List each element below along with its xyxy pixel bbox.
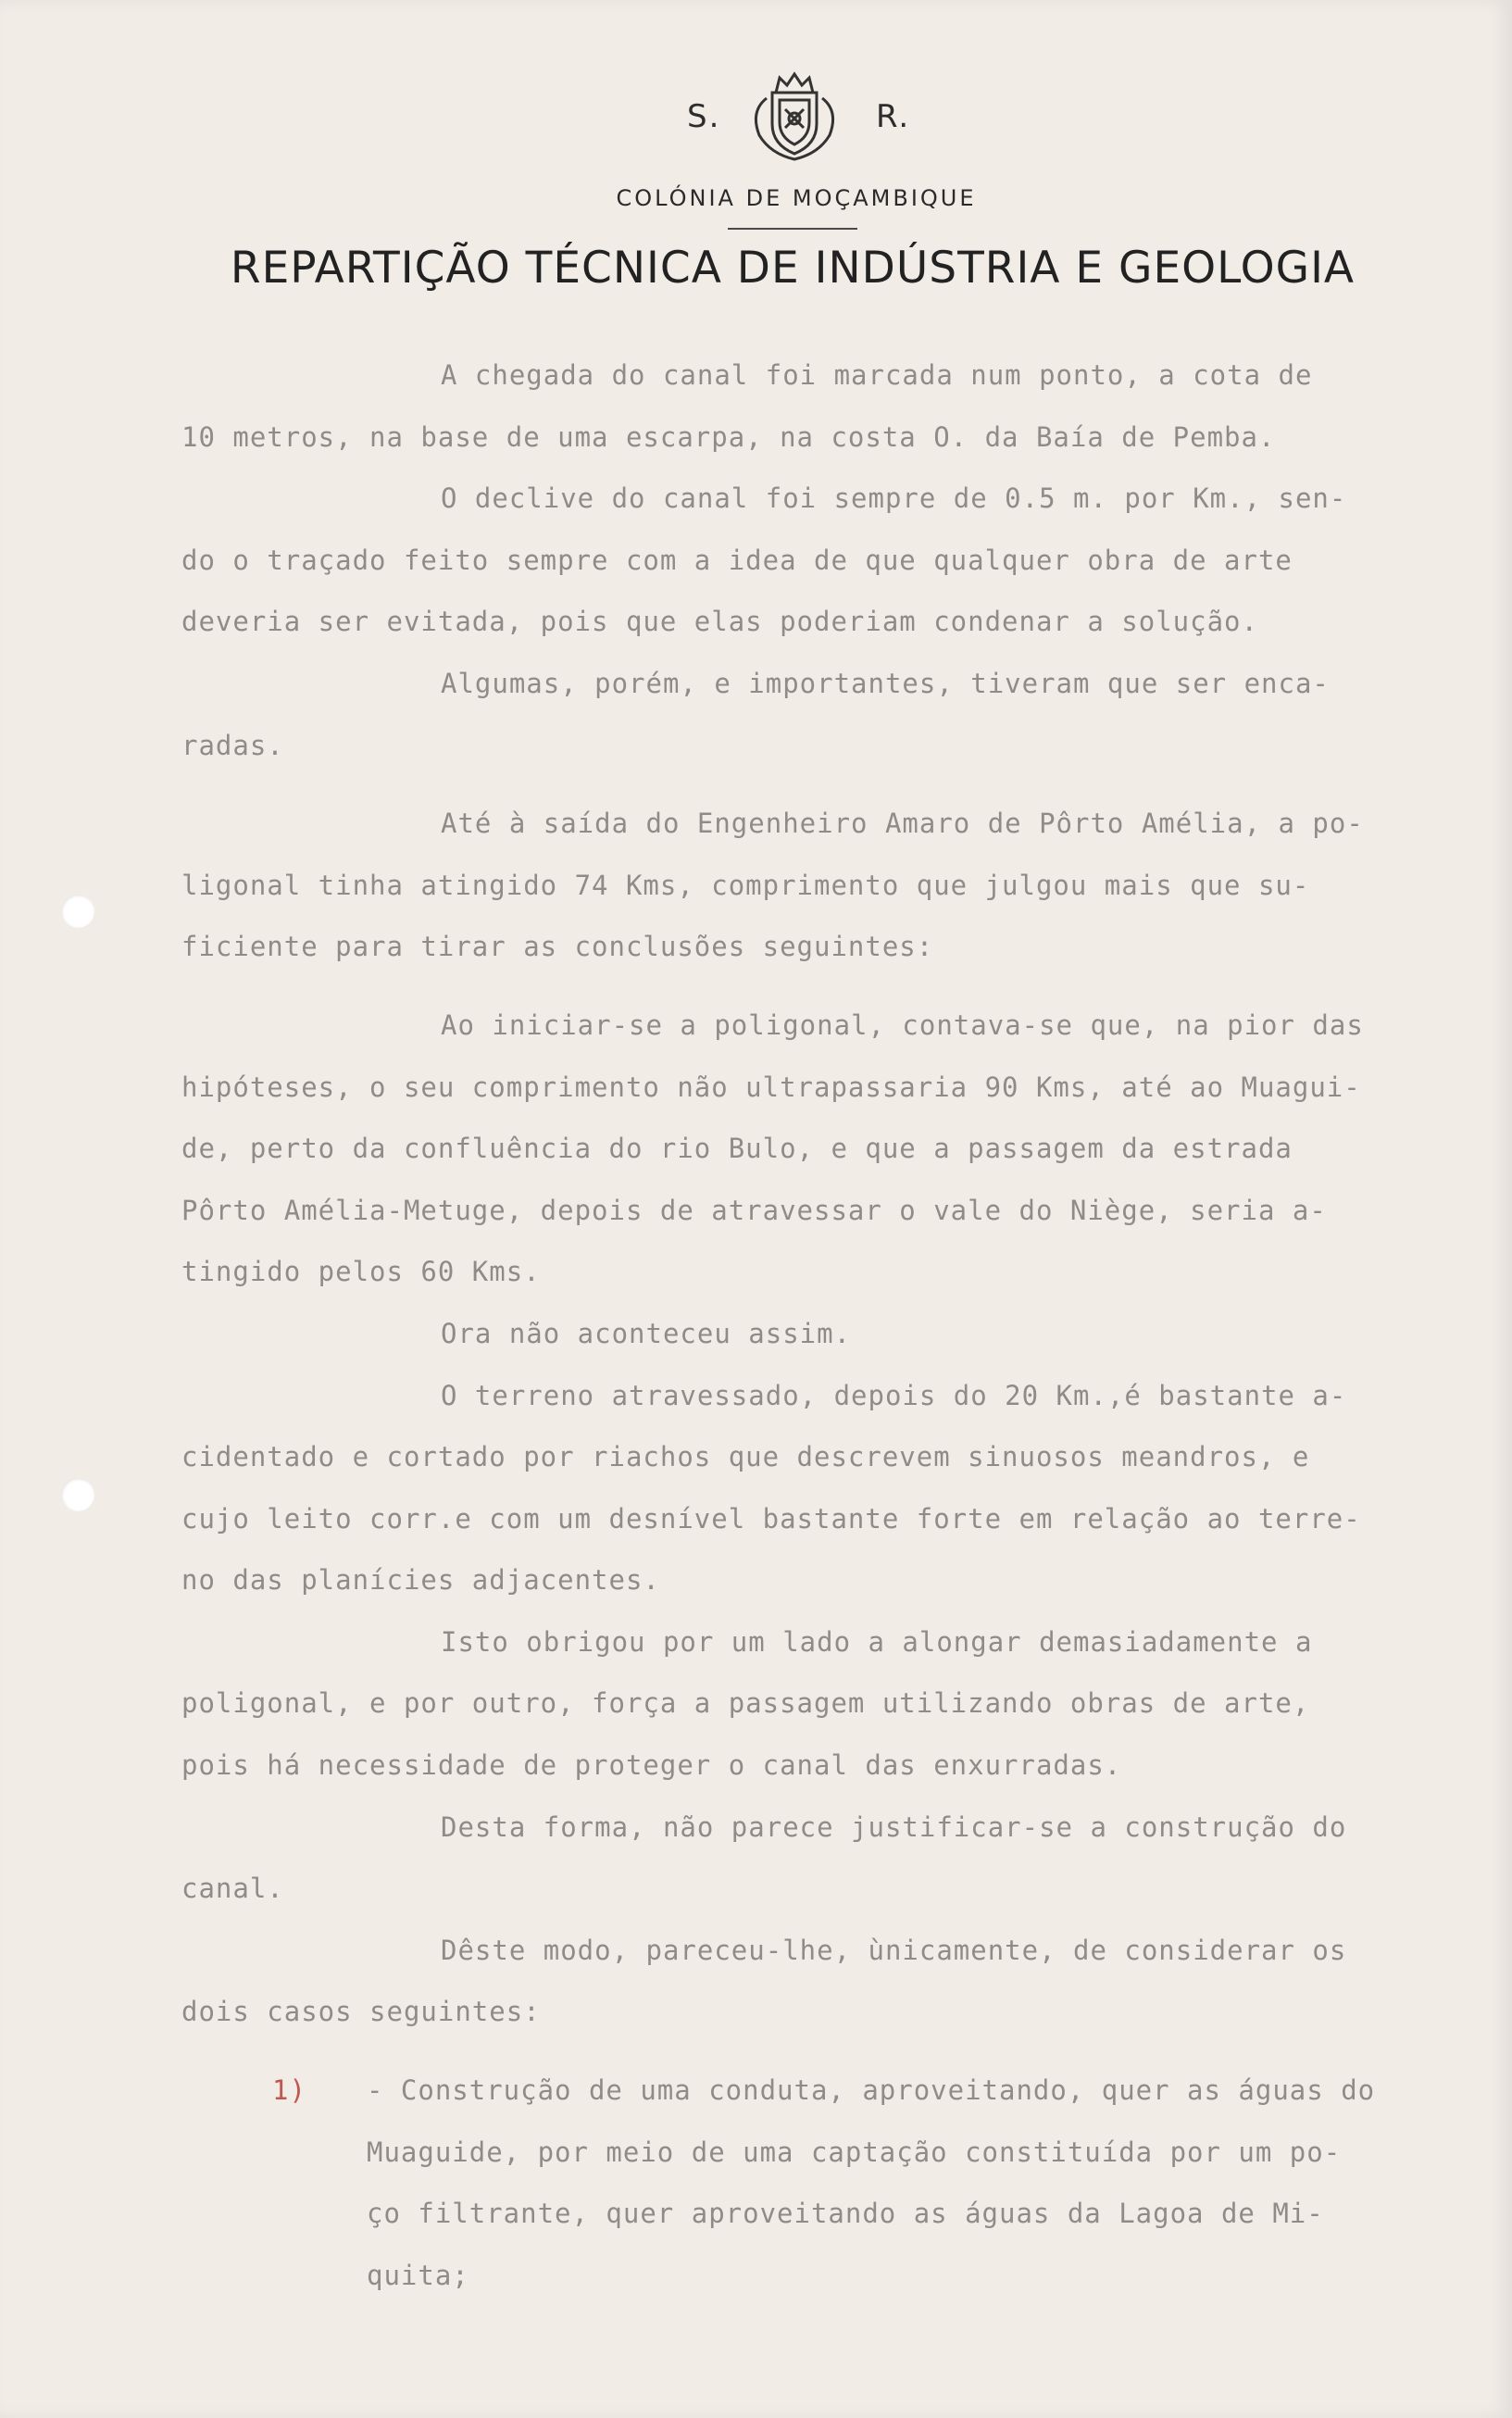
list-item-text: ço filtrante, quer aproveitando as águas da Lagoa de Mi- bbox=[367, 2198, 1324, 2230]
body-line: deveria ser evitada, pois que elas poderiam condenar a solução. bbox=[181, 606, 1258, 638]
punch-hole-top bbox=[61, 895, 94, 928]
body-line: Pôrto Amélia-Metuge, depois de atravessar o vale do Niège, seria a- bbox=[181, 1194, 1327, 1226]
list-item-line bbox=[181, 2060, 1459, 2122]
body-line: cidentado e cortado por riachos que descrevem sinuosos meandros, e bbox=[181, 1441, 1310, 1473]
body-line: do o traçado feito sempre com a idea de que qualquer obra de arte bbox=[181, 544, 1293, 576]
department-title: REPARTIÇÃO TÉCNICA DE INDÚSTRIA E GEOLOGIA bbox=[230, 243, 1356, 294]
body-line: Algumas, porém, e importantes, tiveram que ser enca- bbox=[441, 667, 1330, 699]
list-item-line bbox=[181, 2245, 1459, 2307]
body-line: Ora não aconteceu assim. bbox=[441, 1317, 852, 1349]
body-line: canal. bbox=[181, 1873, 284, 1905]
header-divider bbox=[728, 228, 857, 230]
list-item-line bbox=[181, 2183, 1459, 2245]
coat-of-arms-icon bbox=[739, 65, 850, 167]
body-line: Desta forma, não parece justificar-se a construção do bbox=[441, 1810, 1347, 1843]
punch-hole-bottom bbox=[61, 1478, 94, 1511]
body-line: ficiente para tirar as conclusões seguintes: bbox=[181, 931, 934, 963]
list-item-text: Muaguide, por meio de uma captação constituída por um po- bbox=[367, 2136, 1342, 2168]
body-line: O declive do canal foi sempre de 0.5 m. por Km., sen- bbox=[441, 482, 1347, 515]
colony-name: COLÓNIA DE MOÇAMBIQUE bbox=[616, 185, 977, 211]
body-line: cujo leito corr.e com um desnível bastante forte em relação ao terre- bbox=[181, 1502, 1361, 1535]
body-line: dois casos seguintes: bbox=[181, 1996, 541, 2028]
body-line: pois há necessidade de proteger o canal das enxurradas. bbox=[181, 1749, 1122, 1782]
body-line: hipóteses, o seu comprimento não ultrapassaria 90 Kms, até ao Muagui- bbox=[181, 1071, 1361, 1103]
body-line: O terreno atravessado, depois do 20 Km.,é bastante a- bbox=[441, 1379, 1347, 1411]
body-line: A chegada do canal foi marcada num ponto, a cota de bbox=[441, 359, 1313, 391]
list-item-number: 1) bbox=[272, 2074, 306, 2107]
body-line: de, perto da confluência do rio Bulo, e que a passagem da estrada bbox=[181, 1133, 1293, 1165]
list-item-line bbox=[181, 2122, 1459, 2184]
body-line: Dêste modo, pareceu-lhe, ùnicamente, de considerar os bbox=[441, 1934, 1347, 1966]
body-line: Até à saída do Engenheiro Amaro de Pôrto Amélia, a po- bbox=[441, 808, 1364, 840]
list-item-text: quita; bbox=[367, 2259, 469, 2291]
body-line: ligonal tinha atingido 74 Kms, comprimento que julgou mais que su- bbox=[181, 869, 1310, 901]
body-line: no das planícies adjacentes. bbox=[181, 1564, 660, 1597]
list-item-text: - Construção de uma conduta, aproveitando, quer as águas do bbox=[367, 2074, 1376, 2107]
body-line: Isto obrigou por um lado a alongar demasiadamente a bbox=[441, 1625, 1313, 1658]
body-line: tingido pelos 60 Kms. bbox=[181, 1256, 541, 1288]
body-line: Ao iniciar-se a poligonal, contava-se que, na pior das bbox=[441, 1009, 1364, 1041]
header-initial-left: S. bbox=[687, 98, 721, 135]
header-initial-right: R. bbox=[876, 98, 911, 135]
body-line: poligonal, e por outro, força a passagem utilizando obras de arte, bbox=[181, 1687, 1310, 1720]
body-line: 10 metros, na base de uma escarpa, na costa O. da Baía de Pemba. bbox=[181, 420, 1276, 453]
body-line: radas. bbox=[181, 729, 284, 761]
typewritten-body bbox=[181, 345, 1459, 2306]
